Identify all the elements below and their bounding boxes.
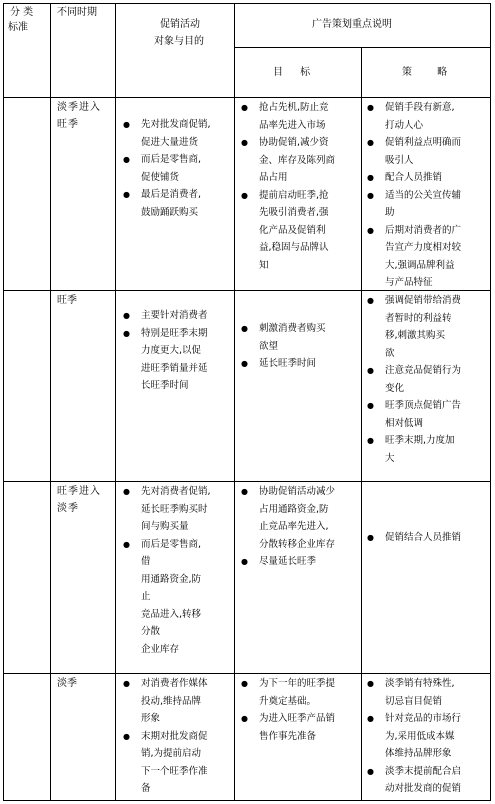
list-item: ● 促销利益点明确而 吸引人: [365, 134, 489, 169]
target-list: [121, 307, 231, 395]
list-item: ● 后期对消费者的广 告宣产力度相对较 大,强调品牌利益 与产品特征: [365, 222, 489, 292]
list-item: ● 促销手段有新意, 打动人心: [365, 99, 489, 134]
list-item: ● 提前启动旺季,抢 先吸引消费者,强 化产品及促销利 益,稳固与品牌认 知: [239, 187, 359, 275]
period-label: 旺季: [57, 295, 77, 306]
list-item: ● 协助促销,减少资 金、库存及陈列商 品占用: [239, 134, 359, 187]
header-strategy: 策 略: [402, 67, 448, 78]
list-item: ● 针对竞品的市场行 为,采用低成本媒 体维持品牌形象: [365, 710, 489, 763]
list-item: ● 末期对批发商促 销,为提前启动 下一个旺季作准 备: [121, 728, 231, 798]
goal-list: [239, 320, 359, 373]
list-item: ● 最后是消费者, 鼓励踊跃购买: [121, 186, 231, 221]
list-item: ● 特别是旺季末期 力度更大,以促 进旺季销量并延 长旺季时间: [121, 325, 231, 395]
list-item: ● 淡季末提前配合启 动对批发商的促销: [365, 763, 489, 798]
list-item: ● 对消费者作媒体 投动,维持品牌 形象: [121, 675, 231, 728]
list-item: ● 配合人员推销: [365, 169, 489, 187]
period-label: 淡季: [57, 678, 77, 689]
list-item: ● 淡季销有特殊性, 切忌盲目促销: [365, 675, 489, 710]
list-item: ● 刺激消费者购买 欲望: [239, 320, 359, 355]
header-ad-plan: 广告策划重点说明: [312, 19, 392, 30]
header-target-line2: 对象与目的: [154, 36, 204, 47]
target-list: [121, 675, 231, 798]
header-period: 不同时期: [57, 7, 97, 18]
goal-list: [239, 99, 359, 274]
list-item: ● 适当的公关宣传辅 助: [365, 187, 489, 222]
header-target-line1: 促销活动: [160, 19, 200, 30]
strategy-table: [3, 3, 491, 801]
list-item: ● 旺季顶点促销广告 相对低调: [365, 397, 489, 432]
period-label: 淡季进入 旺季: [57, 102, 101, 130]
target-list: [121, 483, 231, 658]
goal-list: [239, 675, 359, 745]
list-item: ● 主要针对消费者: [121, 307, 231, 325]
list-item: ● 而后是零售商, 促使铺货: [121, 151, 231, 186]
period-label: 旺季进入 淡季: [57, 486, 101, 514]
list-item: ● 促销结合人员推销: [365, 529, 489, 547]
strategy-list: [365, 529, 489, 547]
goal-list: [239, 483, 359, 571]
list-item: ● 协助促销活动减少 占用通路资金,防 止竞品率先进入, 分散转移企业库存: [239, 483, 359, 553]
list-item: ● 注意竞品促销行为 变化: [365, 362, 489, 397]
list-item: ● 为进入旺季产品销 售作事先准备: [239, 710, 359, 745]
strategy-list: [365, 292, 489, 467]
list-item: ● 旺季末期,力度加 大: [365, 432, 489, 467]
list-item: ● 为下一年的旺季提 升奠定基础。: [239, 675, 359, 710]
header-goal: 目 标: [273, 67, 311, 78]
target-list: [121, 116, 231, 221]
list-item: ● 先对消费者促销, 延长旺季购买时 间与购买量: [121, 483, 231, 536]
strategy-list: [365, 99, 489, 292]
list-item: ● 延长旺季时间: [239, 355, 359, 373]
header-category-line1: 分 类: [10, 7, 34, 18]
list-item: ● 抢占先机,防止竞 品率先进入市场: [239, 99, 359, 134]
list-item: ● 而后是零售商, 借 用通路资金,防 止 竞品进入,转移 分散 企业库存: [121, 536, 231, 659]
list-item: ● 尽量延长旺季: [239, 553, 359, 571]
header-category-line2: 标准: [8, 22, 28, 33]
strategy-list: [365, 675, 489, 798]
list-item: ● 强调促销带给消费 者暂时的利益转 移,刺激其购买 欲: [365, 292, 489, 362]
list-item: ● 先对批发商促销, 促进大量进货: [121, 116, 231, 151]
